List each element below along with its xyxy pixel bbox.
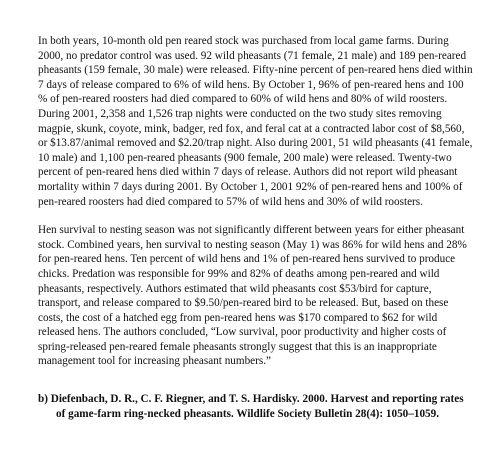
document-page [38,34,474,421]
paragraph-2: Hen survival to nesting season was not significantly different between years for either pheasant stock. Combined years, hen survival to nesting season (May 1) was 86% for wild hens and 28% for pen-reared hens. Ten percent of wild hens and 1% of pen-reared hens survived to produce chicks. Predation was responsible for 99% and 82% of deaths among pen-reared and wild pheasants, respectively. Authors estimated that wild pheasants cost $53/bird for capture, transport, and release compared to $9.50/pen-reared bird to be released. But, based on these costs, the cost of a hatched egg from pen-reared hens was $170 compared to $62 for wild released hens. The authors concluded, “Low survival, poor productivity and higher costs of spring-released pen-reared female pheasants strongly suggest that this is an inappropriate management tool for increasing pheasant numbers.” [38,224,467,368]
reference-citation: b) Diefenbach, D. R., C. F. Riegner, and T. S. Hardisky. 2000. Harvest and reporting rates of game-farm ring-necked pheasants. Wildlife Society Bulletin 28(4): 1050–1059. [38,393,464,420]
paragraph-1: In both years, 10-month old pen reared stock was purchased from local game farms. During 2000, no predator control was used. 92 wild pheasants (71 female, 21 male) and 189 pen-reared pheasants (159 female, 30 male) were released. Fifty-nine percent of pen-reared hens died within 7 days of release compared to 6% of wild hens. By October 1, 96% of pen-reared hens and 100 % of pen-reared roosters had died compared to 60% of wild hens and 80% of wild roosters. During 2001, 2,358 and 1,526 trap nights were conducted on the two study sites removing magpie, skunk, coyote, mink, badger, red fox, and feral cat at a contracted labor cost of $8,560, or $13.87/animal removed and $2.20/trap night. Also during 2001, 51 wild pheasants (41 female, 10 male) and 1,100 pen-reared pheasants (900 female, 200 male) were released. Twenty-two percent of pen-reared hens died within 7 days of release. Authors did not report wild pheasant mortality within 7 days during 2001. By October 1, 2001 92% of pen-reared hens and 100% of pen-reared roosters had died compared to 57% of wild hens and 30% of wild roosters. [38,35,473,208]
